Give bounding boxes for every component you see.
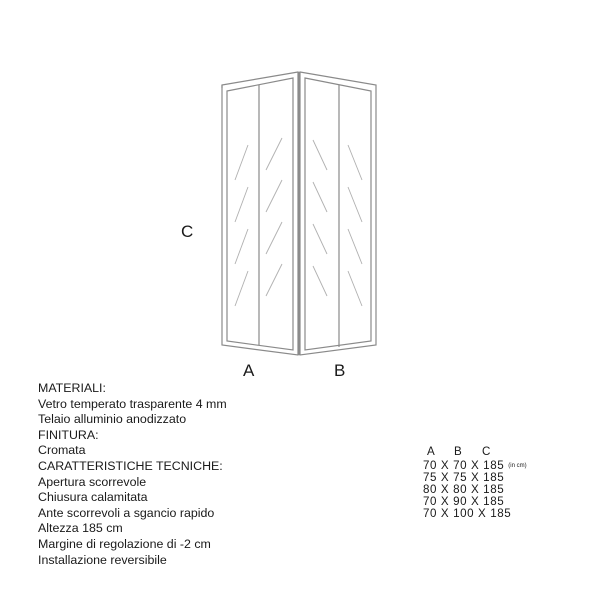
spec-line: Cromata [38, 443, 86, 458]
spec-line: FINITURA: [38, 427, 99, 442]
unit-note: (in cm) [508, 463, 527, 469]
dimension-label-a: A [243, 361, 255, 380]
dimension-label-c: C [181, 222, 194, 241]
sizes-table [423, 445, 573, 520]
spec-line: Altezza 185 cm [38, 521, 123, 536]
spec-line: Apertura scorrevole [38, 474, 147, 489]
size-value: 70 X 70 X 185 [423, 459, 505, 472]
size-row: 70 X 90 X 185 [423, 495, 505, 508]
specifications-list [38, 381, 358, 568]
spec-line: MATERIALI: [38, 381, 106, 395]
sizes-header-b: B [454, 445, 463, 458]
spec-line: CARATTERISTICHE TECNICHE: [38, 458, 223, 473]
size-row: 70 X 100 X 185 [423, 507, 512, 520]
side-b-inner-frame [305, 78, 371, 350]
spec-line: Installazione reversibile [38, 552, 167, 567]
size-row: 80 X 80 X 185 [423, 483, 505, 496]
spec-line: Vetro temperato trasparente 4 mm [38, 396, 227, 411]
side-a-inner-frame [227, 78, 293, 350]
side-b-frame [300, 72, 376, 355]
spec-line: Telaio alluminio anodizzato [38, 412, 187, 427]
size-row: 75 X 75 X 185 [423, 471, 505, 484]
side-a-frame [222, 72, 298, 355]
spec-line: Ante scorrevoli a sgancio rapido [38, 505, 215, 520]
sizes-header-a: A [427, 445, 436, 458]
spec-line: Chiusura calamitata [38, 490, 148, 505]
spec-line: Margine di regolazione di -2 cm [38, 536, 211, 551]
dimension-label-b: B [334, 361, 346, 380]
sizes-table-header [423, 445, 573, 460]
sizes-header-c: C [482, 445, 491, 458]
